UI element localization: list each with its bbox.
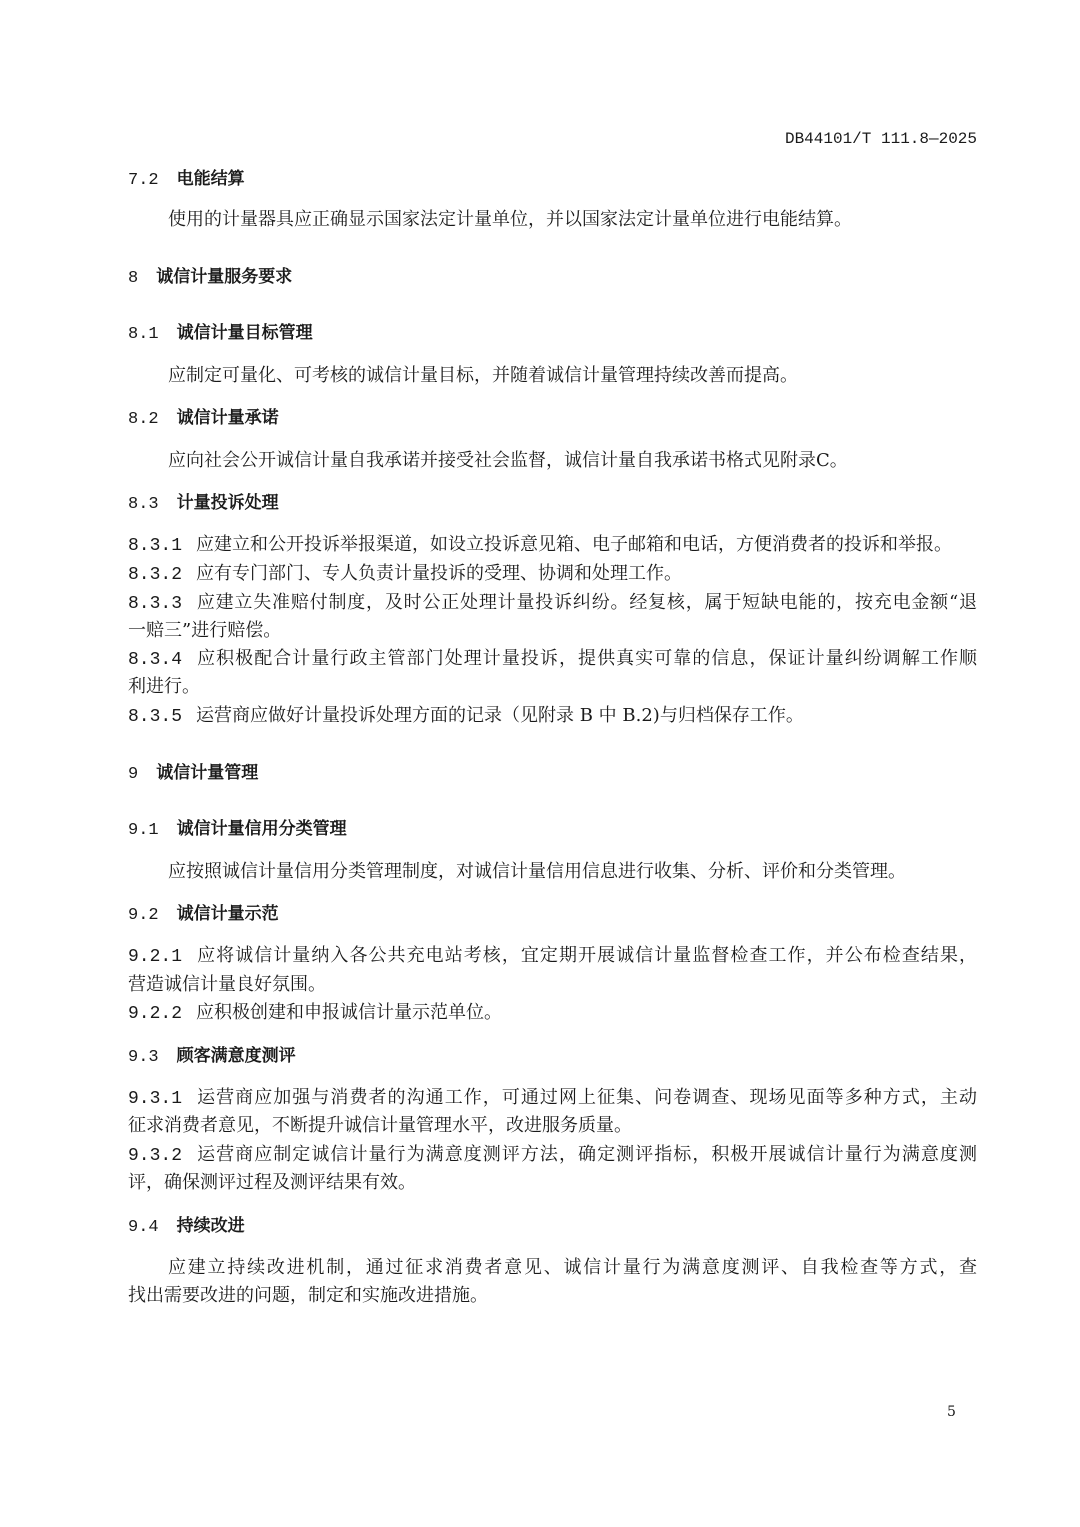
clause-8-3-4-cont: 利进行。 bbox=[128, 676, 200, 697]
paragraph-9-4: 应建立持续改进机制，通过征求消费者意见、诚信计量行为满意度测评、自我检查等方式，查 bbox=[168, 1257, 977, 1278]
heading-9-4: 9.4 持续改进 bbox=[128, 1216, 245, 1237]
paragraph-9-1: 应按照诚信计量信用分类管理制度，对诚信计量信用信息进行收集、分析、评价和分类管理。 bbox=[168, 861, 906, 882]
clause-9-3-2-cont: 评，确保测评过程及测评结果有效。 bbox=[128, 1172, 416, 1193]
clause-9-3-2: 9.3.2 运营商应制定诚信计量行为满意度测评方法，确定测评指标，积极开展诚信计量行为满意度测 bbox=[128, 1144, 977, 1166]
heading-8-2: 8.2 诚信计量承诺 bbox=[128, 408, 279, 429]
paragraph-9-4-cont: 找出需要改进的问题，制定和实施改进措施。 bbox=[128, 1285, 488, 1306]
heading-9-1: 9.1 诚信计量信用分类管理 bbox=[128, 819, 347, 840]
heading-8: 8 诚信计量服务要求 bbox=[128, 267, 293, 288]
heading-9-2: 9.2 诚信计量示范 bbox=[128, 904, 279, 925]
clause-8-3-3: 8.3.3 应建立失准赔付制度，及时公正处理计量投诉纠纷。经复核，属于短缺电能的，按充电金额“退 bbox=[128, 592, 977, 614]
paragraph-8-2: 应向社会公开诚信计量自我承诺并接受社会监督，诚信计量自我承诺书格式见附录C。 bbox=[168, 450, 848, 471]
document-code: DB44101/T 111.8—2025 bbox=[784, 130, 977, 148]
clause-8-3-3-cont: 一赔三”进行赔偿。 bbox=[128, 620, 282, 641]
clause-9-2-2: 9.2.2 应积极创建和申报诚信计量示范单位。 bbox=[128, 1002, 503, 1024]
heading-8-3: 8.3 计量投诉处理 bbox=[128, 493, 279, 514]
heading-9: 9 诚信计量管理 bbox=[128, 763, 259, 784]
clause-9-2-1: 9.2.1 应将诚信计量纳入各公共充电站考核，宜定期开展诚信计量监督检查工作，并公布检查结果， bbox=[128, 945, 977, 967]
clause-8-3-2: 8.3.2 应有专门部门、专人负责计量投诉的受理、协调和处理工作。 bbox=[128, 563, 683, 585]
heading-7-2: 7.2 电能结算 bbox=[128, 169, 245, 190]
clause-9-3-1: 9.3.1 运营商应加强与消费者的沟通工作，可通过网上征集、问卷调查、现场见面等多种方式，主动 bbox=[128, 1087, 977, 1109]
page-number: 5 bbox=[947, 1404, 956, 1420]
clause-8-3-1: 8.3.1 应建立和公开投诉举报渠道，如设立投诉意见箱、电子邮箱和电话，方便消费者的投诉和举报。 bbox=[128, 534, 953, 556]
heading-8-1: 8.1 诚信计量目标管理 bbox=[128, 323, 313, 344]
heading-9-3: 9.3 顾客满意度测评 bbox=[128, 1046, 296, 1067]
paragraph-8-1: 应制定可量化、可考核的诚信计量目标，并随着诚信计量管理持续改善而提高。 bbox=[168, 365, 798, 386]
clause-8-3-5: 8.3.5 运营商应做好计量投诉处理方面的记录（见附录 B 中 B.2)与归档保存工作。 bbox=[128, 705, 804, 727]
paragraph-7-2: 使用的计量器具应正确显示国家法定计量单位，并以国家法定计量单位进行电能结算。 bbox=[168, 209, 852, 230]
clause-9-3-1-cont: 征求消费者意见，不断提升诚信计量管理水平，改进服务质量。 bbox=[128, 1115, 632, 1136]
clause-8-3-4: 8.3.4 应积极配合计量行政主管部门处理计量投诉，提供真实可靠的信息，保证计量纠纷调解工作顺 bbox=[128, 648, 977, 670]
clause-9-2-1-cont: 营造诚信计量良好氛围。 bbox=[128, 974, 326, 995]
